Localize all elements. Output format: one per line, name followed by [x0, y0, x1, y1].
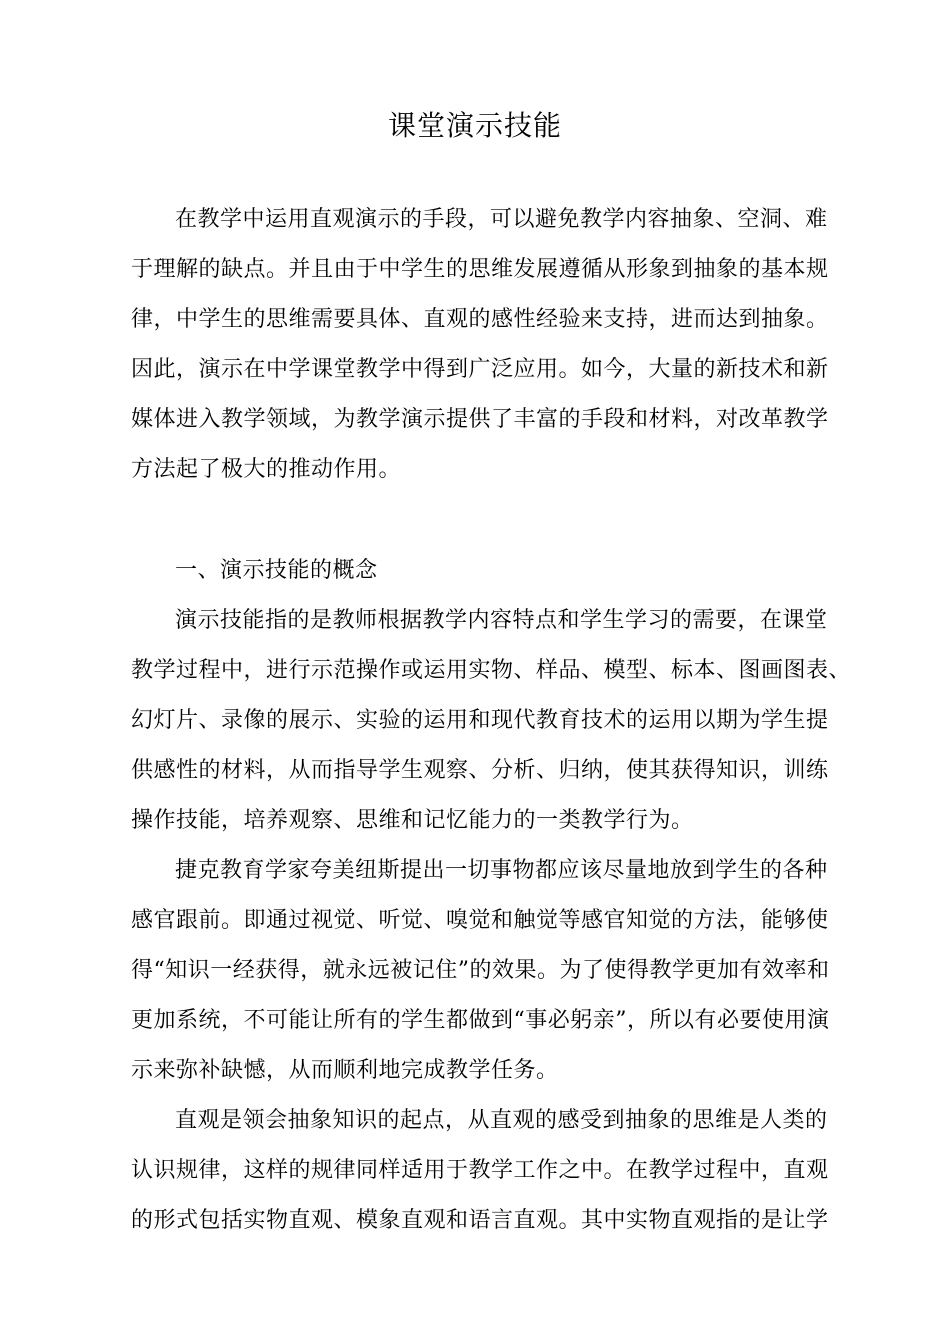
paragraph-line: 直观是领会抽象知识的起点，从直观的感受到抽象的思维是人类的: [175, 1108, 828, 1133]
paragraph-line: 幻灯片、录像的展示、实验的运用和现代教育技术的运用以期为学生提: [131, 708, 829, 733]
document-title: 课堂演示技能: [387, 109, 562, 142]
paragraph-line: 因此，演示在中学课堂教学中得到广泛应用。如今，大量的新技术和新: [131, 357, 829, 382]
section-heading: 一、演示技能的概念: [175, 558, 378, 583]
paragraph-line: 示来弥补缺憾，从而顺利地完成教学任务。: [131, 1058, 559, 1083]
paragraph-line: 方法起了极大的推动作用。: [131, 457, 402, 482]
paragraph-line: 在教学中运用直观演示的手段，可以避免教学内容抽象、空洞、难: [175, 207, 828, 232]
paragraph-line: 供感性的材料，从而指导学生观察、分析、归纳，使其获得知识，训练: [131, 758, 829, 783]
paragraph-line: 媒体进入教学领域，为教学演示提供了丰富的手段和材料，对改革教学: [131, 407, 829, 432]
paragraph-line: 认识规律，这样的规律同样适用于教学工作之中。在教学过程中，直观: [131, 1158, 829, 1183]
paragraph-line: 于理解的缺点。并且由于中学生的思维发展遵循从形象到抽象的基本规: [131, 257, 829, 282]
paragraph-line: 演示技能指的是教师根据教学内容特点和学生学习的需要，在课堂: [175, 608, 828, 633]
paragraph-line: 的形式包括实物直观、模象直观和语言直观。其中实物直观指的是让学: [131, 1208, 829, 1233]
paragraph-line: 教学过程中，进行示范操作或运用实物、样品、模型、标本、图画图表、: [131, 658, 852, 683]
paragraph-line: 律，中学生的思维需要具体、直观的感性经验来支持，进而达到抽象。: [131, 307, 829, 332]
paragraph-line: 感官跟前。即通过视觉、听觉、嗅觉和触觉等感官知觉的方法，能够使: [131, 908, 829, 933]
paragraph-line: 更加系统，不可能让所有的学生都做到“事必躬亲”，所以有必要使用演: [131, 1008, 830, 1033]
paragraph-line: 得“知识一经获得，就永远被记住”的效果。为了使得教学更加有效率和: [131, 958, 830, 983]
paragraph-line: 捷克教育学家夸美纽斯提出一切事物都应该尽量地放到学生的各种: [175, 858, 828, 883]
paragraph-line: 操作技能，培养观察、思维和记忆能力的一类教学行为。: [131, 808, 694, 833]
